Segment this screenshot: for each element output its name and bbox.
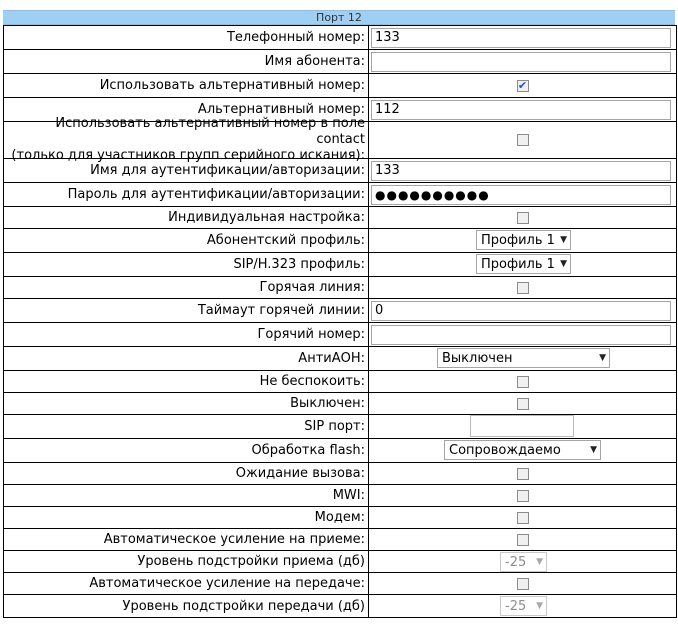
row-anti-aon xyxy=(4,347,676,371)
phone-label: Телефонный номер: xyxy=(4,26,369,49)
mwi-label: MWI: xyxy=(4,485,369,506)
chevron-down-icon: ▼ xyxy=(599,353,606,363)
rx-level-select[interactable] xyxy=(500,552,547,572)
use-alt-checkbox[interactable] xyxy=(517,80,529,92)
anti-aon-select-value: Выключен xyxy=(442,350,513,366)
dnd-checkbox[interactable] xyxy=(517,376,529,388)
dnd-label: Не беспокоить: xyxy=(4,371,369,392)
port-header: Порт 12 xyxy=(3,10,675,25)
alt-number-input[interactable]: 112 xyxy=(371,100,671,120)
flash-label: Обработка flash: xyxy=(4,439,369,462)
modem-label: Модем: xyxy=(4,507,369,528)
auth-name-input[interactable]: 133 xyxy=(371,161,671,181)
row-rx-level xyxy=(4,551,676,573)
subscriber-name-label: Имя абонента: xyxy=(4,50,369,73)
rx-level-label: Уровень подстройки приема (дб) xyxy=(4,551,369,572)
rx-level-select-value: -25 xyxy=(505,554,527,570)
row-auth-pass xyxy=(4,183,676,207)
row-auth-name xyxy=(4,159,676,183)
row-hot-number xyxy=(4,323,676,347)
row-alt-contact xyxy=(4,116,676,163)
chevron-down-icon: ▼ xyxy=(560,259,567,269)
port-settings-table xyxy=(3,25,677,618)
row-dnd xyxy=(4,371,676,393)
row-flash xyxy=(4,439,676,463)
phone-input[interactable]: 133 xyxy=(371,28,671,48)
use-alt-label: Использовать альтернативный номер: xyxy=(4,74,369,97)
hot-number-label: Горячий номер: xyxy=(4,323,369,346)
tx-level-select-value: -25 xyxy=(505,598,527,614)
call-waiting-checkbox[interactable] xyxy=(517,468,529,480)
sip-profile-label: SIP/H.323 профиль: xyxy=(4,253,369,276)
chevron-down-icon: ▼ xyxy=(536,601,543,611)
checkmark-icon: ✔ xyxy=(517,79,528,92)
row-mwi xyxy=(4,485,676,507)
alt-number-label: Альтернативный номер: xyxy=(4,98,369,121)
anti-aon-select[interactable] xyxy=(437,348,610,368)
profile-label: Абонентский профиль: xyxy=(4,229,369,252)
alt-contact-label-line2: (только для участников групп серийного искания): xyxy=(11,148,365,163)
row-agc-rx xyxy=(4,529,676,551)
chevron-down-icon: ▼ xyxy=(536,557,543,567)
sip-profile-select[interactable] xyxy=(476,254,571,274)
row-sip-profile xyxy=(4,253,676,277)
row-hotline xyxy=(4,277,676,299)
chevron-down-icon: ▼ xyxy=(560,235,567,245)
agc-rx-label: Автоматическое усиление на приеме: xyxy=(4,529,369,550)
agc-tx-checkbox[interactable] xyxy=(517,578,529,590)
call-waiting-label: Ожидание вызова: xyxy=(4,463,369,484)
flash-select[interactable] xyxy=(444,440,601,460)
row-agc-tx xyxy=(4,573,676,595)
alt-contact-label-line1: Использовать альтернативный номер в поле contact xyxy=(55,116,365,147)
hotline-checkbox[interactable] xyxy=(517,282,529,294)
sip-port-input[interactable] xyxy=(470,415,574,437)
row-tx-level xyxy=(4,595,676,617)
modem-checkbox[interactable] xyxy=(517,512,529,524)
alt-contact-label xyxy=(4,116,369,163)
disabled-checkbox[interactable] xyxy=(517,398,529,410)
alt-contact-checkbox[interactable] xyxy=(517,134,529,146)
row-disabled xyxy=(4,393,676,415)
hotline-label: Горячая линия: xyxy=(4,277,369,298)
flash-select-value: Сопровождаемо xyxy=(449,442,561,458)
auth-pass-input[interactable]: ●●●●●●●●●● xyxy=(371,185,671,205)
row-sip-port xyxy=(4,415,676,439)
auth-pass-label: Пароль для аутентификации/авторизации: xyxy=(4,183,369,206)
row-call-waiting xyxy=(4,463,676,485)
hotline-timeout-label: Таймаут горячей линии: xyxy=(4,299,369,322)
row-subscriber-name xyxy=(4,50,676,74)
row-modem xyxy=(4,507,676,529)
row-profile xyxy=(4,229,676,253)
individual-checkbox[interactable] xyxy=(517,212,529,224)
auth-name-label: Имя для аутентификации/авторизации: xyxy=(4,159,369,182)
mwi-checkbox[interactable] xyxy=(517,490,529,502)
individual-label: Индивидуальная настройка: xyxy=(4,207,369,228)
hot-number-input[interactable] xyxy=(371,325,671,345)
row-hotline-timeout xyxy=(4,299,676,323)
sip-port-label: SIP порт: xyxy=(4,415,369,438)
anti-aon-label: АнтиАОН: xyxy=(4,347,369,370)
profile-select-value: Профиль 1 xyxy=(481,232,555,248)
agc-rx-checkbox[interactable] xyxy=(517,534,529,546)
sip-profile-select-value: Профиль 1 xyxy=(481,256,555,272)
disabled-label: Выключен: xyxy=(4,393,369,414)
agc-tx-label: Автоматическое усиление на передаче: xyxy=(4,573,369,594)
tx-level-label: Уровень подстройки передачи (дб) xyxy=(4,595,369,617)
chevron-down-icon: ▼ xyxy=(590,445,597,455)
row-phone xyxy=(4,26,676,50)
row-use-alt xyxy=(4,74,676,98)
row-individual xyxy=(4,207,676,229)
hotline-timeout-input[interactable]: 0 xyxy=(371,301,671,321)
subscriber-name-input[interactable] xyxy=(371,52,671,72)
tx-level-select[interactable] xyxy=(500,596,547,616)
profile-select[interactable] xyxy=(476,230,571,250)
